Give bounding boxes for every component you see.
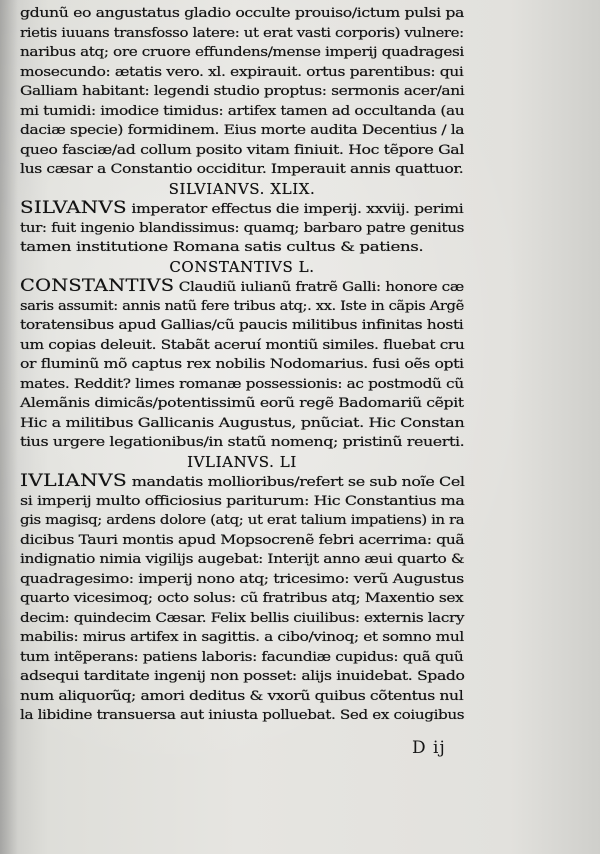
text-line: decim: quindecim Cæsar. Felix bellis ciuilibus: externis lacry (20, 610, 465, 626)
text-line: tum intẽperans: patiens laboris: facundiæ cupidus: quã quũ (20, 649, 464, 665)
text-line: queo fasciæ/ad collum posito vitam finiuit. Hoc tẽpore Gal (20, 142, 464, 158)
section-first-word: SILVANVS (20, 198, 127, 218)
main-text-block (20, 4, 464, 726)
section-heading-silvianus: SILVIANVS. XLIX. (168, 179, 316, 198)
text-line: si imperij multo officiosius pariturum: Hic Constantius ma (20, 493, 465, 509)
signature-mark: D ij (412, 738, 446, 758)
section-first-line (20, 472, 550, 492)
text-line: gis magisq; ardens dolore (atq; ut erat talium impatiens) in ra (20, 513, 465, 528)
text-line: gdunũ eo angustatus gladio occulte prouiso/ictum pulsi pa (20, 6, 464, 21)
text-line: Galliam habitant: legendi studio proptus: sermonis acer/ani (20, 84, 465, 99)
text-line: tius urgere legationibus/in statũ nomenq; pristinũ reuerti. (20, 435, 465, 450)
text-line: lus cæsar a Constantio occiditur. Imperauit annis quattuor. (20, 162, 464, 177)
section-heading-constantius: CONSTANTIVS L. (169, 257, 315, 276)
text-line: adsequi tarditate ingenij non posset: alijs inuidebat. Spado (20, 669, 465, 684)
text-line: saris assumit: annis natũ fere tribus atq;. xx. Iste in cãpis Argẽ (20, 298, 464, 314)
text-line: mabilis: mirus artifex in sagittis. a cibo/vinoq; et somno mul (20, 630, 464, 645)
text-line: mi tumidi: imodice timidus: artifex tamen ad occultanda (au (20, 103, 465, 119)
text-line: num aliquorũq; amori deditus & vxorũ quibus cõtentus nul (20, 688, 464, 704)
section-first-line-rest: imperator effectus die imperij. xxviij. perimi (131, 202, 464, 217)
text-line: um copias deleuit. Stabãt aceruí montiũ similes. fluebat cru (20, 337, 465, 353)
text-line: Hic a militibus Gallicanis Augustus, pnũciat. Hic Constan (20, 415, 465, 431)
text-line: quarto vicesimoq; octo solus: cũ fratribus atq; Maxentio sex (20, 591, 464, 606)
text-line: tamen institutione Romana satis cultus & patiens. (20, 240, 424, 255)
text-line: indignatio nimia vigilijs augebat: Interijt anno æui quarto & (20, 552, 465, 567)
text-line: mosecundo: ætatis vero. xl. expirauit. ortus parentibus: qui (20, 64, 464, 80)
text-line: quadragesimo: imperij nono atq; tricesimo: verũ Augustus (20, 571, 464, 587)
text-line: la libidine transuersa aut iniusta polluebat. Sed ex coiugibus (20, 708, 465, 723)
section-first-word: CONSTANTIVS (20, 276, 175, 296)
text-line: or fluminũ mõ captus rex nobilis Nodomarius. fusi oẽs opti (20, 357, 464, 372)
text-line: toratensibus apud Gallias/cũ paucis militibus infinitas hosti (20, 318, 464, 333)
text-line: tur: fuit ingenio blandissimus: quamq; barbaro patre genitus (20, 220, 464, 236)
section-first-line (20, 277, 527, 297)
text-line: Alemãnis dimicãs/potentissimũ eorũ regẽ Badomariũ cẽpit (20, 396, 464, 411)
section-first-line-rest: Claudiũ iulianũ fratrẽ Galli: honore cæ (178, 280, 464, 295)
text-line: daciæ specie) formidinem. Eius morte audita Decentius / la (20, 123, 465, 138)
text-line: mates. Reddit? limes romanæ possessionis: ac postmodũ cũ (20, 376, 464, 392)
text-line: naribus atq; ore cruore effundens/mense imperij quadragesi (20, 45, 464, 60)
section-first-word: IVLIANVS (20, 471, 128, 491)
text-line: rietis iuuans transfosso latere: ut erat vasti corporis) vulnere: (20, 25, 464, 41)
text-line: dicibus Tauri montis apud Mopsocrenẽ febri acerrima: quã (20, 532, 465, 548)
page-edge-shadow (0, 0, 18, 854)
section-first-line (20, 199, 539, 219)
section-heading-iulianus: IVLIANVS. LI (187, 452, 297, 471)
section-first-line-rest: mandatis mollioribus/refert se sub noĩe Cel (131, 475, 465, 490)
